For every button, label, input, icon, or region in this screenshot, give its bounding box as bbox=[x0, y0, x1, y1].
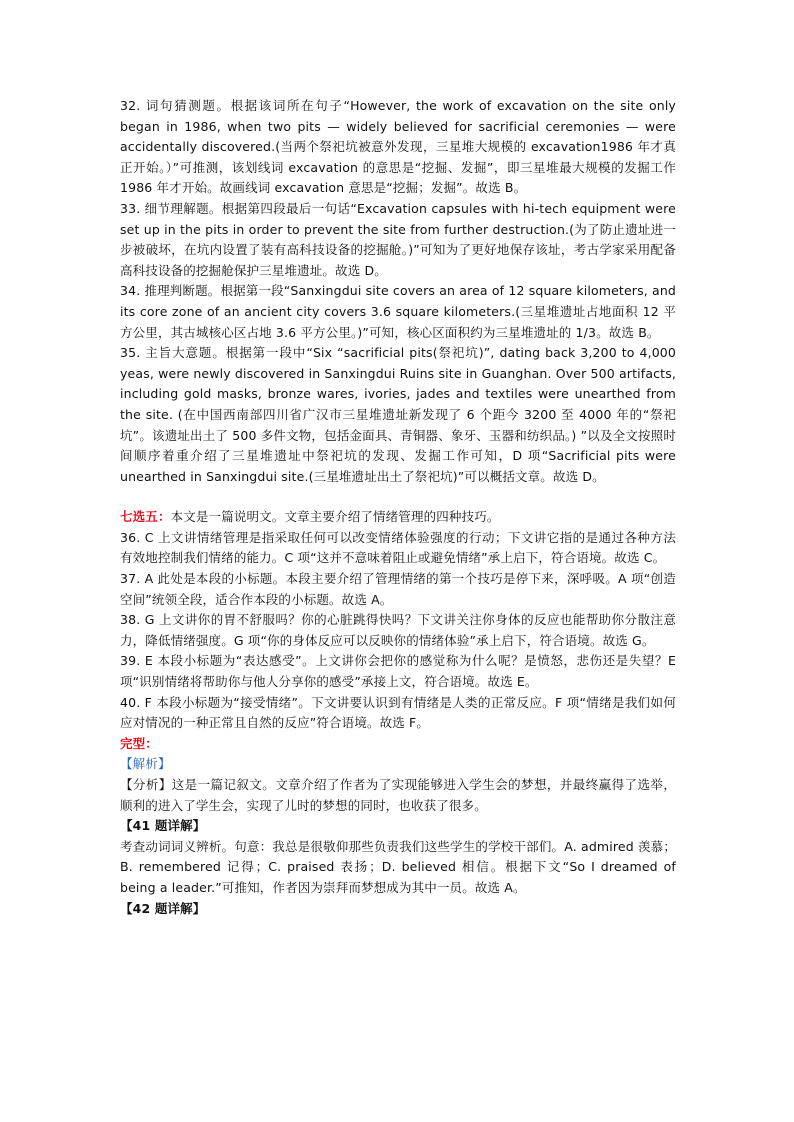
section-heading-cloze: 完型： bbox=[120, 735, 158, 751]
seven-choose-five-summary: 本文是一篇说明文。文章主要介绍了情绪管理的四种技巧。 bbox=[170, 509, 500, 525]
section-gap bbox=[120, 487, 676, 507]
cloze-analysis: 【分析】这是一篇记叙文。文章介绍了作者为了实现能够进入学生会的梦想，并最终赢得了选举，顺利的进入了学生会，实现了儿时的梦想的同时，也收获了很多。 bbox=[120, 777, 676, 813]
answer-35: 35. 主旨大意题。根据第一段中“Six “sacrificial pits(祭祀坑)”, dating back 3,200 to 4,000 yeas, were newly discovered in Sanxingdui Ruins site in Guanghan. Over 500 artifacts, including gold masks, bronze wares, ivories, jades and textiles were unearthed from the site. (在中国西南部四川省广汉市三星堆遗址新发现了 6 个距今 3200 至 4000 年的“祭祀坑”。该遗址出土了 500 多件文物，包括金面具、青铜器、象牙、玉器和纺织品。) ”以及全文按照时间顺序着重介绍了三星堆遗址中祭祀坑的发现、发掘工作可知，D 项“Sacrificial pits were unearthed in Sanxingdui site.(三星堆遗址出土了祭祀坑)”可以概括文章。故选 D。 bbox=[120, 345, 676, 484]
answer-38: 38. G 上文讲你的胃不舒服吗？你的心脏跳得快吗？下文讲关注你身体的反应也能帮助你分散注意力，降低情绪强度。G 项“你的身体反应可以反映你的情绪体验”承上启下，符合语境。故选 G。 bbox=[120, 612, 676, 648]
answer-41: 考查动词词义辨析。句意：我总是很敬仰那些负责我们这些学生的学校干部们。A. admired 羡慕； B. remembered 记得；C. praised 表扬；D. believed 相信。根据下文“So I dreamed of being a leader.”可推知，作者因为崇拜而梦想成为其中一员。故选 A。 bbox=[120, 838, 676, 895]
question-41-heading: 【41 题详解】 bbox=[120, 818, 206, 834]
answer-33: 33. 细节理解题。根据第四段最后一句话“Excavation capsules with hi-tech equipment were set up in the pits in order to prevent the site from further destruction.(为了防止遗址进一步被破坏，在坑内设置了装有高科技设备的挖掘舱。)”可知为了更好地保存该址，考古学家采用配备高科技设备的挖掘舱保护三星堆遗址。故选 D。 bbox=[120, 200, 676, 278]
answer-37: 37. A 此处是本段的小标题。本段主要介绍了管理情绪的第一个技巧是停下来，深呼吸。A 项“创造空间”统领全段，适合作本段的小标题。故选 A。 bbox=[120, 571, 676, 607]
answer-40: 40. F 本段小标题为“接受情绪”。下文讲要认识到有情绪是人类的正常反应。F 项“情绪是我们如何应对情况的一种正常且自然的反应”符合语境。故选 F。 bbox=[120, 694, 676, 731]
question-42-heading: 【42 题详解】 bbox=[120, 900, 206, 916]
answer-32: 32. 词句猜测题。根据该词所在句子“However, the work of excavation on the site only began in 1986, when two pits — widely believed for sacrificial ceremonies — were accidentally discovered.(当两个祭祀坑被意外发现，三星堆大规模的 excavation1986 年才真正开始。）”可推测，该划线词 excavation 的意思是“挖掘、发掘”，即三星堆最大规模的发掘工作 1986 年才开始。故画线词 excavation 意思是“挖掘；发掘”。故选 B。 bbox=[120, 98, 676, 196]
answer-36: 36. C 上文讲情绪管理是指采取任何可以改变情绪体验强度的行动；下文讲它指的是通过各种方法有效地控制我们情绪的能力。C 项“这并不意味着阻止或避免情绪”承上启下，符合语境。故选 C。 bbox=[120, 529, 676, 566]
answer-39: 39. E 本段小标题为“表达感受”。上文讲你会把你的感觉称为什么呢？是愤怒，悲伤还是失望？E 项“识别情绪将帮助你与他人分享你的感受”承接上文，符合语境。故选 E。 bbox=[120, 653, 676, 690]
analysis-label: 【解析】 bbox=[120, 756, 171, 772]
section-heading-seven-choose-five: 七选五： bbox=[120, 509, 171, 525]
seven-choose-five-intro bbox=[120, 507, 676, 528]
document-page bbox=[120, 96, 676, 919]
answer-34: 34. 推理判断题。根据第一段“Sanxingdui site covers an area of 12 square kilometers, and its core zone of an ancient city covers 3.6 square kilometers.(三星堆遗址占地面积 12 平方公里，其古城核心区占地 3.6 平方公里。)”可知，核心区面积约为三星堆遗址的 1/3。故选 B。 bbox=[120, 283, 676, 340]
